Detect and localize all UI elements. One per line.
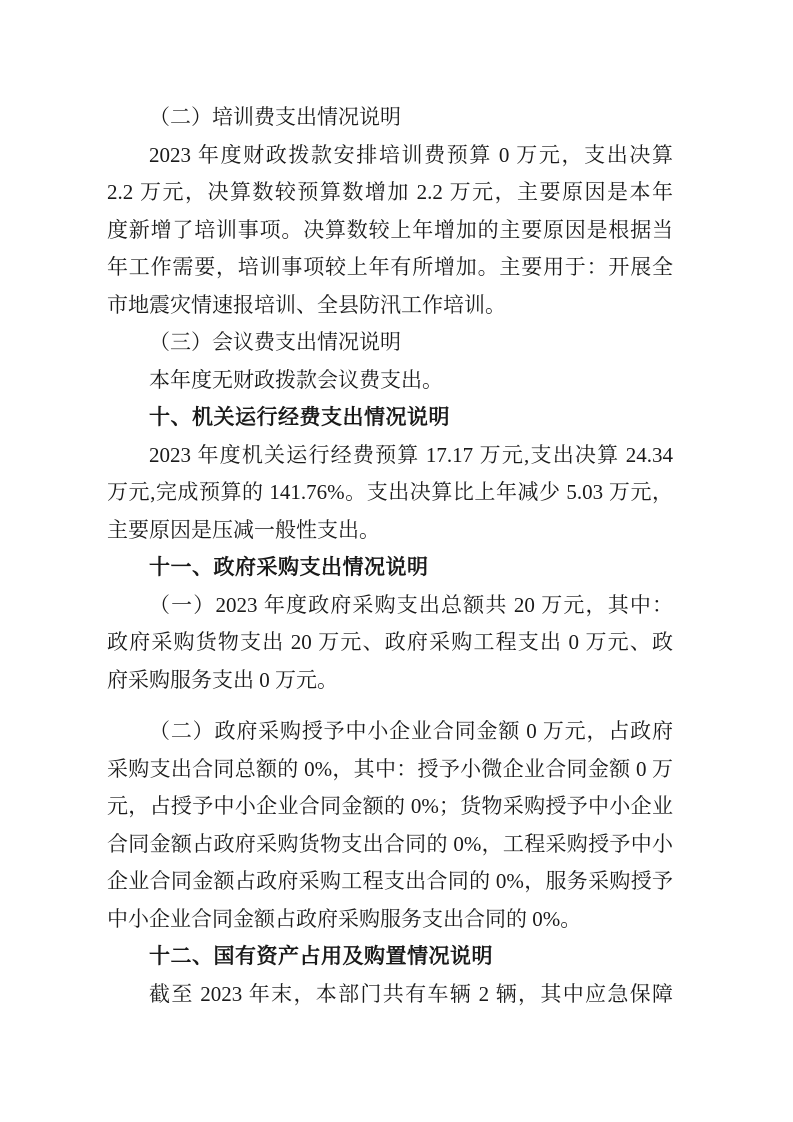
procurement-sme-paragraph: [107, 713, 673, 938]
subsection-meeting-fee-heading: [107, 324, 673, 362]
meeting-fee-paragraph: [107, 362, 673, 400]
text-line: 2023 年度财政拨款安排培训费预算 0 万元，支出决算: [149, 142, 673, 167]
operating-funds-paragraph: [107, 437, 673, 550]
text-line: 2.2 万元，决算数较预算数增加 2.2 万元，主要原因是本年: [107, 180, 673, 204]
training-fee-paragraph: [107, 137, 673, 325]
text-line: 市地震灾情速报培训、全县防汛工作培训。: [107, 292, 506, 317]
text-line: （二）培训费支出情况说明: [149, 105, 401, 129]
text-line: 万元,完成预算的 141.76%。支出决算比上年减少 5.03 万元，: [107, 480, 673, 504]
text-line: 本年度无财政拨款会议费支出。: [149, 367, 443, 392]
section-heading-line: 十一、政府采购支出情况说明: [149, 556, 429, 579]
section-11-heading: [107, 549, 673, 587]
text-line: 度新增了培训事项。决算数较上年增加的主要原因是根据当: [107, 217, 673, 242]
text-line: 年工作需要，培训事项较上年有所增加。主要用于：开展全: [107, 255, 673, 279]
document-content: [107, 99, 673, 1013]
text-line: 截至 2023 年末，本部门共有车辆 2 辆，其中应急保障: [149, 981, 673, 1006]
text-line: 元，占授予中小企业合同金额的 0%；货物采购授予中小企业: [107, 794, 673, 818]
state-assets-paragraph: [107, 976, 673, 1014]
text-line: 企业合同金额占政府采购工程支出合同的 0%，服务采购授予: [107, 869, 673, 893]
text-line: 中小企业合同金额占政府采购服务支出合同的 0%。: [107, 906, 582, 931]
text-line: 政府采购货物支出 20 万元、政府采购工程支出 0 万元、政: [107, 630, 673, 654]
text-line: 府采购服务支出 0 万元。: [107, 667, 338, 692]
section-heading-line: 十二、国有资产占用及购置情况说明: [149, 945, 493, 968]
subsection-training-fee-heading: [107, 99, 673, 137]
text-line: （三）会议费支出情况说明: [149, 330, 401, 354]
section-12-heading: [107, 938, 673, 976]
text-line: （二）政府采购授予中小企业合同金额 0 万元，占政府: [149, 719, 673, 743]
text-line: 主要原因是压减一般性支出。: [107, 517, 380, 542]
section-10-heading: [107, 399, 673, 437]
procurement-total-paragraph: [107, 587, 673, 700]
text-line: 2023 年度机关运行经费预算 17.17 万元,支出决算 24.34: [149, 442, 673, 467]
text-line: 合同金额占政府采购货物支出合同的 0%，工程采购授予中小: [107, 831, 673, 856]
text-line: 采购支出合同总额的 0%，其中：授予小微企业合同金额 0 万: [107, 756, 673, 781]
text-line: （一）2023 年度政府采购支出总额共 20 万元，其中：: [149, 592, 673, 617]
section-heading-line: 十、机关运行经费支出情况说明: [149, 406, 450, 429]
